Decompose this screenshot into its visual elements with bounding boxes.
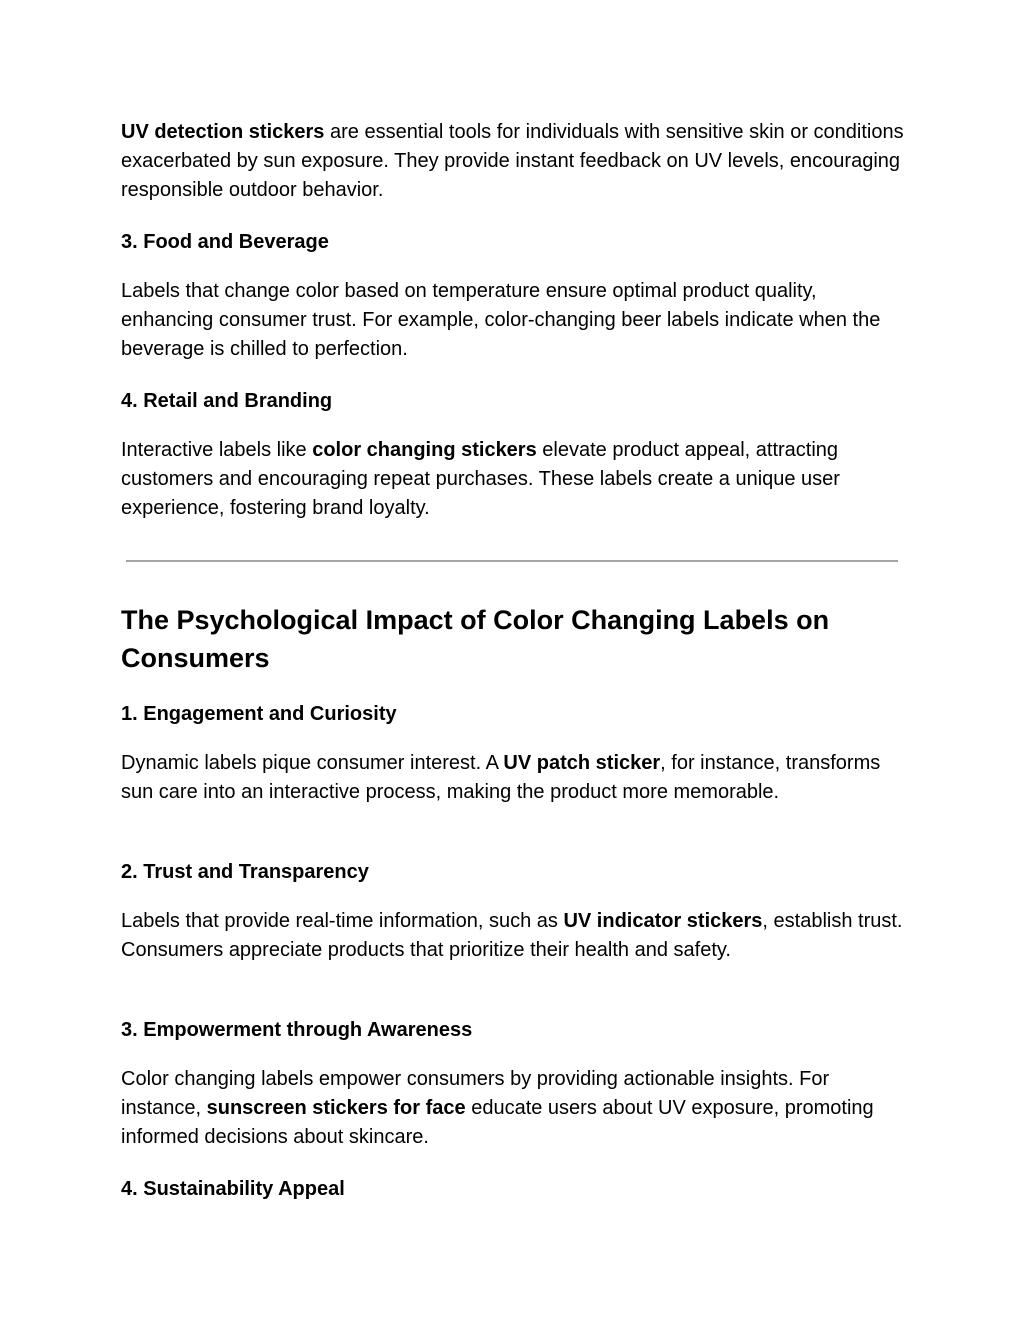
empowerment-awareness-heading: 3. Empowerment through Awareness — [121, 1019, 473, 1041]
food-beverage-paragraph: Labels that change color based on temperature ensure optimal product quality, enhancing consumer trust. For example, color-changing beer labels indicate when the beverage is chilled to perfection. — [121, 280, 881, 360]
trust-text-before: Labels that provide real-time information, such as — [121, 910, 564, 932]
retail-branding-paragraph — [121, 436, 911, 523]
uv-patch-sticker-bold: UV patch sticker — [503, 752, 661, 774]
trust-transparency-paragraph — [121, 907, 911, 965]
retail-text-after: elevate product appeal, attracting customers and encouraging repeat purchases. These labels create a unique user experience, fostering brand loyalty. — [121, 439, 840, 519]
empowerment-text-after: educate users about UV exposure, promoting informed decisions about skincare. — [121, 1097, 874, 1148]
trust-transparency-heading: 2. Trust and Transparency — [121, 861, 369, 883]
psychological-impact-title: The Psychological Impact of Color Changing Labels on Consumers — [121, 605, 830, 673]
trust-text-after: , establish trust. Consumers appreciate products that prioritize their health and safety. — [121, 910, 903, 961]
uv-detection-text: are essential tools for individuals with sensitive skin or conditions exacerbated by sun exposure. They provide instant feedback on UV levels, encouraging responsible outdoor behavior. — [121, 121, 904, 201]
sunscreen-stickers-bold: sunscreen stickers for face — [206, 1097, 466, 1119]
retail-text-before: Interactive labels like — [121, 439, 313, 461]
sustainability-appeal-heading: 4. Sustainability Appeal — [121, 1178, 345, 1200]
uv-detection-paragraph — [121, 118, 911, 205]
engagement-curiosity-heading: 1. Engagement and Curiosity — [121, 703, 397, 725]
section-divider — [126, 560, 898, 562]
empowerment-awareness-paragraph — [121, 1065, 911, 1152]
uv-indicator-stickers-bold: UV indicator stickers — [563, 910, 763, 932]
uv-detection-stickers-bold: UV detection stickers — [121, 121, 325, 143]
color-changing-stickers-bold: color changing stickers — [312, 439, 537, 461]
food-beverage-heading: 3. Food and Beverage — [121, 231, 329, 253]
retail-branding-heading: 4. Retail and Branding — [121, 390, 333, 412]
engagement-text-after: , for instance, transforms sun care into an interactive process, making the product more memorable. — [121, 752, 881, 803]
engagement-text-before: Dynamic labels pique consumer interest. A — [121, 752, 504, 774]
engagement-curiosity-paragraph — [121, 749, 911, 807]
empowerment-text-before: Color changing labels empower consumers by providing actionable insights. For instance, — [121, 1068, 830, 1119]
